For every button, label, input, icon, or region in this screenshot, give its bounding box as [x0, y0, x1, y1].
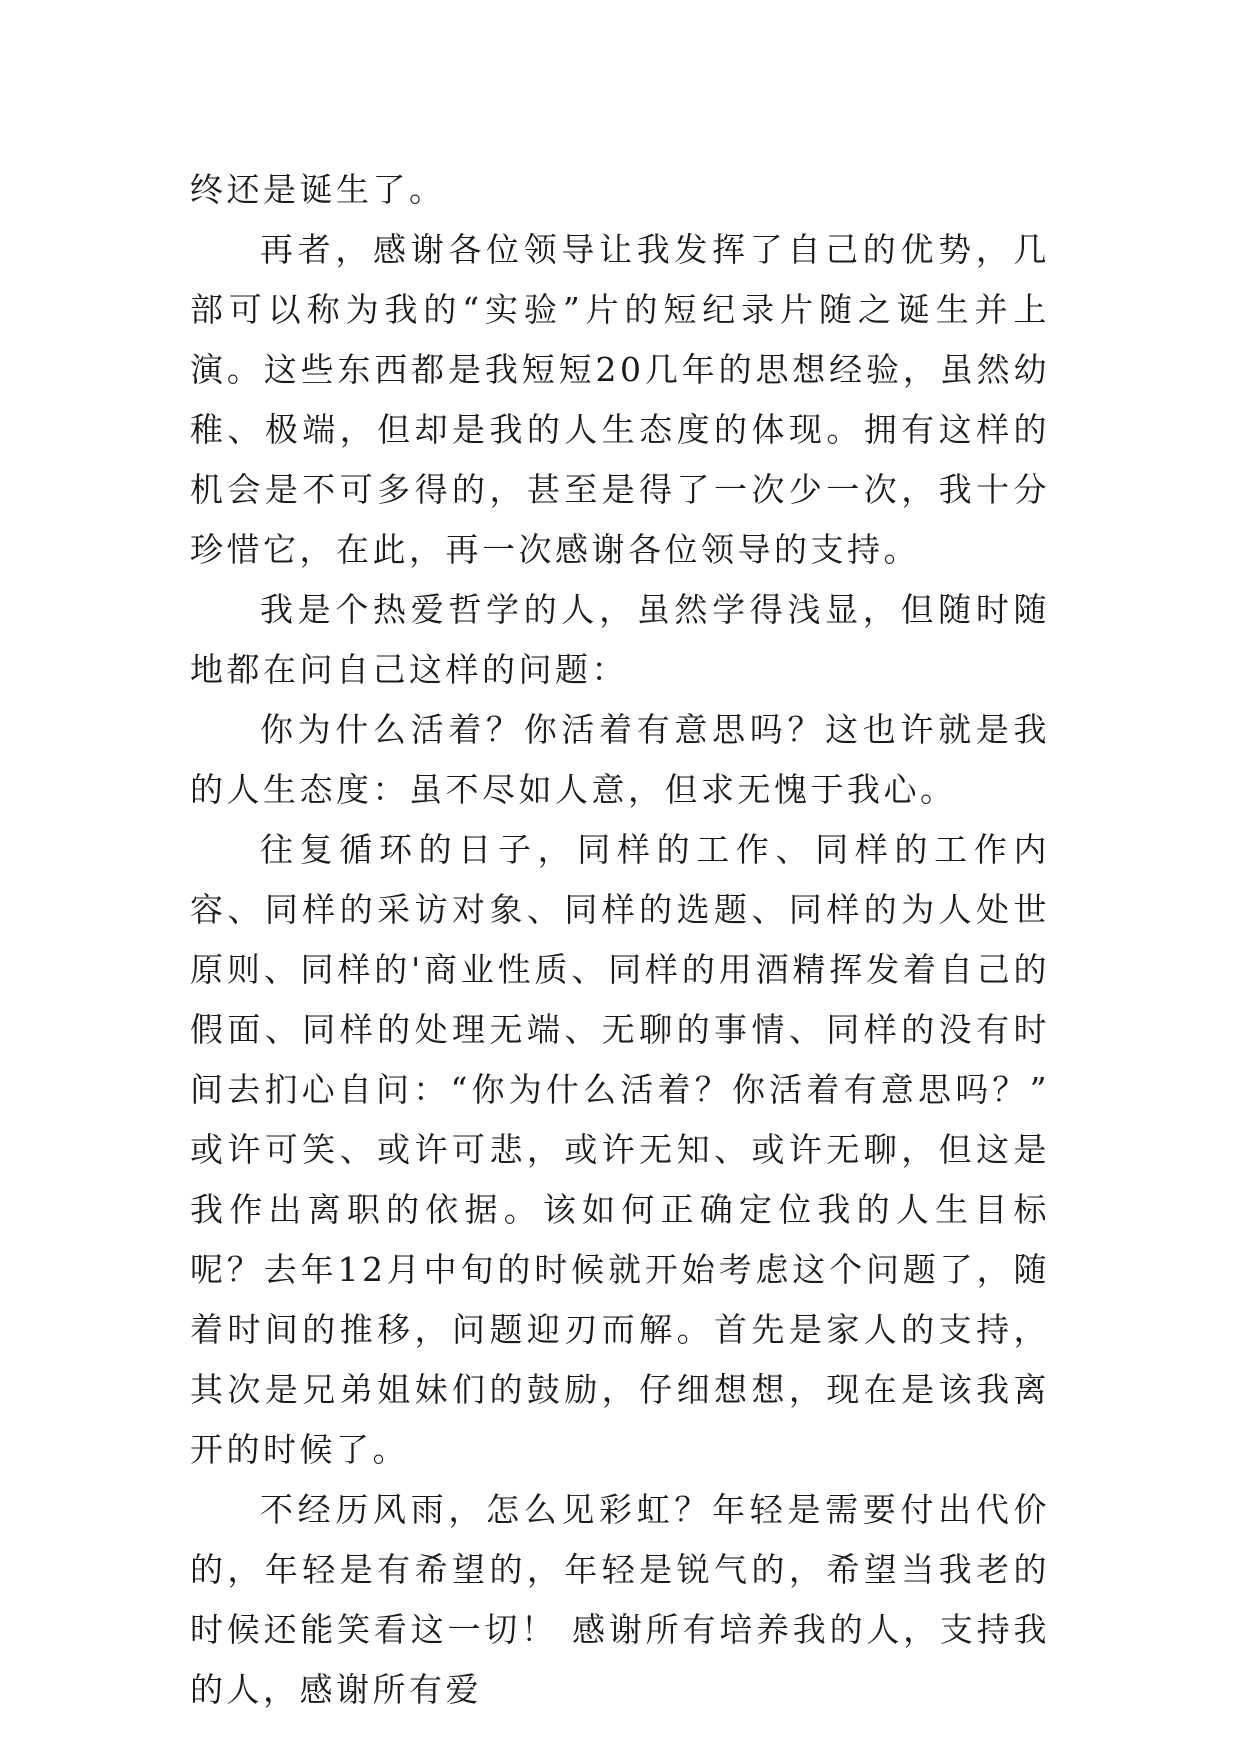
paragraph-continued: 终还是诞生了。	[190, 170, 446, 209]
paragraph: 再者，感谢各位领导让我发挥了自己的优势，几部可以称为我的“实验”片的短纪录片随之诞生并上演。这些东西都是我短短20几年的思想经验，虽然幼稚、极端，但却是我的人生态度的体现。拥有这样的机会是不可多得的，甚至是得了一次少一次，我十分珍惜它，在此，再一次感谢各位领导的支持。	[190, 230, 1050, 569]
paragraph: 不经历风雨，怎么见彩虹？年轻是需要付出代价的，年轻是有希望的，年轻是锐气的，希望当我老的时候还能笑看这一切！ 感谢所有培养我的人，支持我的人，感谢所有爱	[190, 1490, 1050, 1709]
document-body	[190, 160, 1050, 1720]
paragraph: 你为什么活着？你活着有意思吗？这也许就是我的人生态度：虽不尽如人意，但求无愧于我心。	[190, 710, 1050, 809]
paragraph: 往复循环的日子，同样的工作、同样的工作内容、同样的采访对象、同样的选题、同样的为人处世原则、同样的'商业性质、同样的用酒精挥发着自己的假面、同样的处理无端、无聊的事情、同样的没有时间去扪心自问：“你为什么活着？你活着有意思吗？” 或许可笑、或许可悲，或许无知、或许无聊，但这是我作出离职的依据。该如何正确定位我的人生目标呢？去年12月中旬的时候就开始考虑这个问题了，随着时间的推移，问题迎刃而解。首先是家人的支持，其次是兄弟姐妹们的鼓励，仔细想想，现在是该我离开的时候了。	[190, 830, 1050, 1469]
paragraph: 我是个热爱哲学的人，虽然学得浅显，但随时随地都在问自己这样的问题：	[190, 590, 1050, 689]
